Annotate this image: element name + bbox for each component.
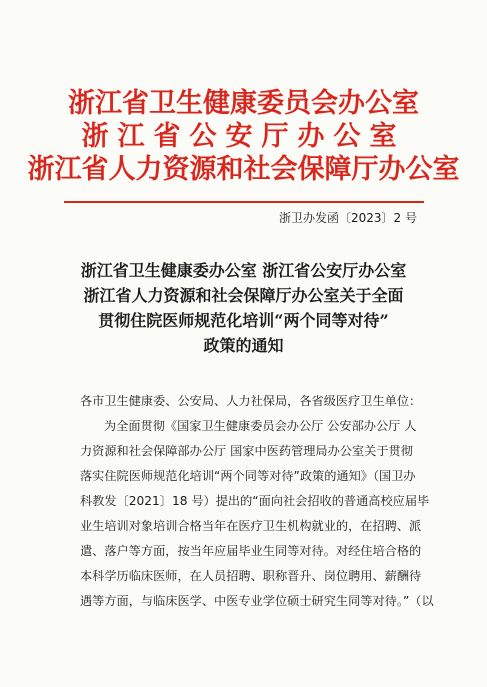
title-line-3: 贯彻住院医师规范化培训“两个同等对待” (98, 311, 389, 330)
issuer-line-human-resources: 浙江省人力资源和社会保障厅办公室 (27, 154, 460, 185)
body-line: 本科学历临床医师，在人员招聘、职称晋升、岗位聘用、薪酬待 (80, 569, 422, 583)
body-line: 遣、落户等方面，按当年应届毕业生同等对待。对经住培合格的 (80, 544, 422, 558)
body-line: 遇等方面，与临床医学、中医专业学位硕士研究生同等对待。”（以 (80, 594, 434, 608)
salutation: 各市卫生健康委、公安局、人力社保局，各省级医疗卫生单位： (80, 394, 422, 408)
red-divider-line (64, 201, 424, 203)
title-line-2: 浙江省人力资源和社会保障厅办公室关于全面 (83, 286, 404, 305)
document-number: 浙卫办发函〔2023〕2 号 (279, 211, 417, 225)
title-line-1: 浙江省卫生健康委办公室 浙江省公安厅办公室 (80, 261, 407, 280)
body-line: 落实住院医师规范化培训“两个同等对待”政策的通知》（国卫办 (80, 469, 416, 483)
body-line: 为全面贯彻《国家卫生健康委员会办公厅 公安部办公厅 人 (104, 419, 417, 433)
title-line-4: 政策的通知 (203, 336, 284, 355)
body-line: 科教发〔2021〕18 号）提出的“面向社会招收的普通高校应届毕 (80, 494, 430, 508)
issuer-line-public-security: 浙江省公安厅办公室 (81, 121, 406, 152)
body-line: 业生培训对象培训合格当年在医疗卫生机构就业的，在招聘、派 (80, 519, 422, 533)
issuer-line-health-commission: 浙江省卫生健康委员会办公室 (68, 88, 419, 119)
body-line: 力资源和社会保障部办公厅 国家中医药管理局办公室关于贯彻 (80, 444, 413, 458)
